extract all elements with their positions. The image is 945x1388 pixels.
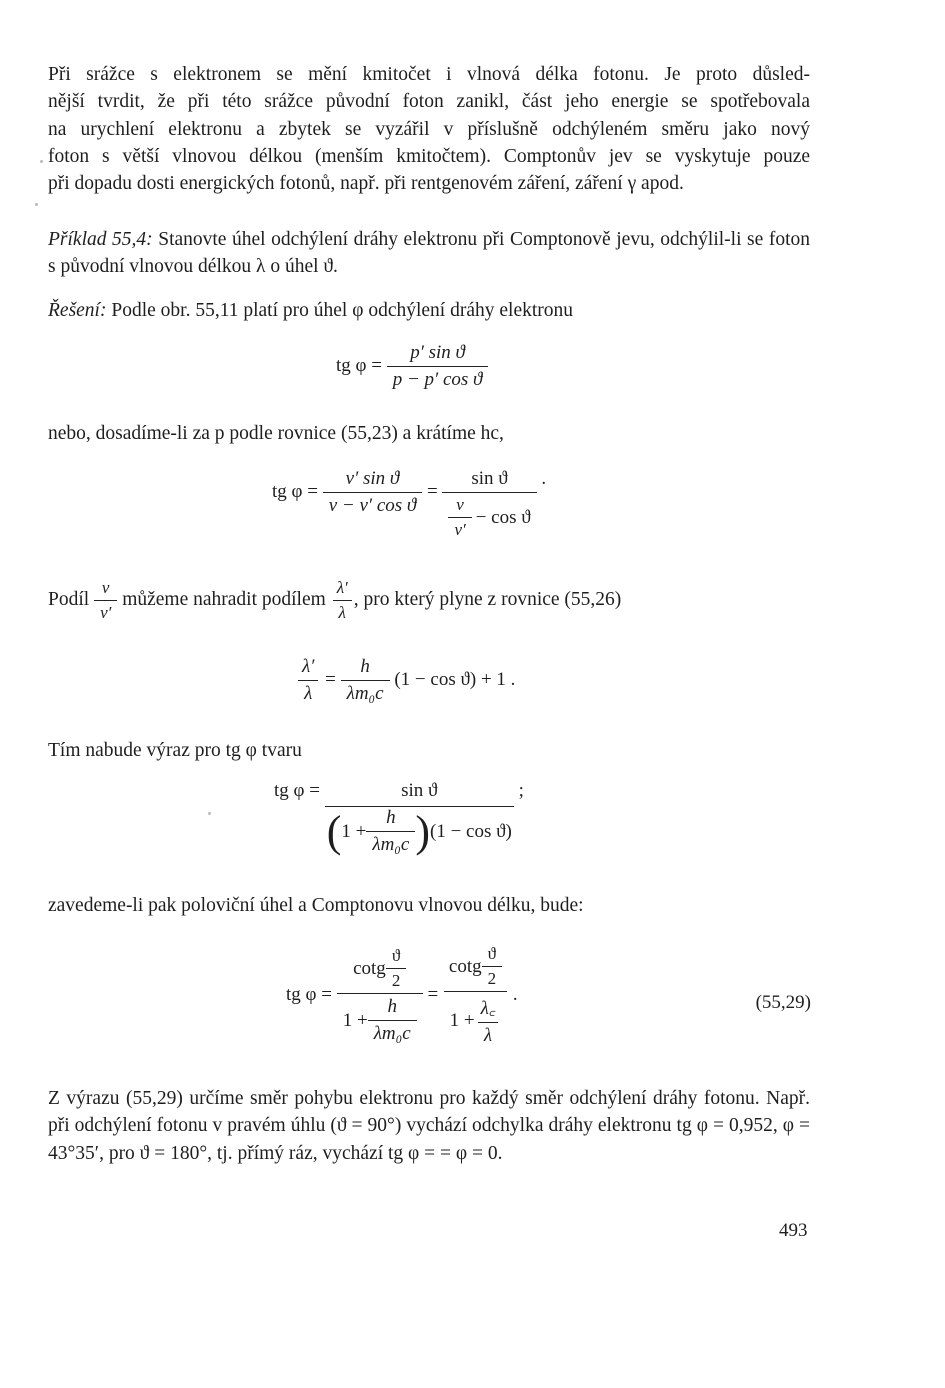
eq4-one-plus: 1 + bbox=[341, 820, 367, 842]
eq5-two-2: 2 bbox=[482, 966, 503, 989]
eq5-one-plus-2: 1 + bbox=[449, 1009, 475, 1031]
equation-tg-phi-momentum bbox=[336, 342, 488, 391]
eq5-fraction-2 bbox=[443, 944, 508, 1047]
eq5-theta: ϑ bbox=[391, 946, 401, 965]
eq2-lhs: tg φ = bbox=[272, 480, 318, 502]
eq5-one-plus: 1 + bbox=[342, 1009, 368, 1031]
intro-line: nější tvrdit, že při této srážce původní foton zanikl, část jeho energie se spotřebovala bbox=[48, 91, 810, 113]
equation-tg-phi-compton bbox=[274, 780, 524, 856]
eq5-den-1 bbox=[337, 993, 423, 1045]
eq1-lhs: tg φ = bbox=[336, 354, 382, 376]
eq3-lhs-fraction bbox=[296, 656, 320, 705]
solution-paragraph bbox=[48, 297, 810, 324]
intro-line: foton s větší vlnovou délkou (menším kmitočtem). Comptonův jev se vyskytuje pouze bbox=[48, 145, 810, 167]
eq5-hden: λm₀c bbox=[368, 1020, 417, 1045]
eq3-fraction bbox=[341, 656, 390, 705]
eq5-theta-2: ϑ bbox=[487, 944, 497, 963]
eq2-inner-fraction bbox=[448, 495, 471, 540]
eq5-end: . bbox=[512, 983, 518, 1005]
podil-f1-den: ν′ bbox=[94, 600, 117, 623]
eq5-lhs: tg φ = bbox=[286, 983, 332, 1005]
eq4-h: h bbox=[386, 807, 396, 828]
eq3-lhs-den: λ bbox=[298, 680, 318, 705]
podil-f2-num: λ′ bbox=[336, 578, 348, 597]
eq4-hden: λm₀c bbox=[366, 831, 415, 856]
equation-55-29 bbox=[286, 944, 518, 1047]
podil-f1-num: ν bbox=[101, 578, 110, 597]
solution-label: Řešení: bbox=[48, 300, 107, 321]
eq4-numerator: sin ϑ bbox=[401, 780, 438, 801]
eq4-fraction bbox=[325, 780, 514, 856]
equation-number: (55,29) bbox=[755, 992, 811, 1013]
podil-fraction-1 bbox=[94, 578, 117, 623]
speck bbox=[35, 203, 38, 206]
solution-text: Podle obr. 55,11 platí pro úhel φ odchýlení dráhy elektronu bbox=[106, 300, 574, 321]
equation-tg-phi-frequency bbox=[272, 468, 546, 540]
podil-fraction-2 bbox=[331, 578, 354, 623]
eq5-lam: λ bbox=[478, 1022, 498, 1047]
eq1-denominator: p − p′ cos ϑ bbox=[387, 366, 489, 391]
eq3-lhs-num: λ′ bbox=[302, 656, 315, 677]
example-paragraph bbox=[48, 226, 810, 281]
eq2-fraction-2 bbox=[442, 468, 536, 540]
podil-text-b: můžeme nahradit podílem bbox=[122, 588, 326, 610]
eq2-end: . bbox=[541, 468, 547, 489]
eq3-rest: (1 − cos ϑ) + 1 . bbox=[394, 668, 516, 690]
eq5-num-1 bbox=[347, 946, 412, 993]
eq2-equals: = bbox=[426, 480, 438, 502]
eq5-h: h bbox=[387, 996, 397, 1017]
eq5-cotg-2: cotg bbox=[448, 955, 482, 977]
eq4-denominator bbox=[325, 806, 514, 856]
intro-line: Při srážce s elektronem se mění kmitočet i vlnová délka fotonu. Je proto důsled- bbox=[48, 64, 810, 85]
text-tim: Tím nabude výraz pro tg φ tvaru bbox=[48, 740, 302, 761]
example-text: Stanovte úhel odchýlení dráhy elektronu při Comptonově jevu, odchýlil-li se foton s původní vlnovou délkou λ o úhel ϑ. bbox=[48, 229, 811, 278]
eq2-denominator-1: ν − ν′ cos ϑ bbox=[323, 492, 423, 517]
eq5-lc: λ꜀ bbox=[480, 998, 496, 1019]
podil-line bbox=[48, 578, 621, 623]
eq2-inner-den: ν′ bbox=[448, 517, 471, 540]
eq5-half-angle-2 bbox=[482, 944, 503, 989]
speck bbox=[208, 812, 211, 815]
text-zavedeme: zavedeme-li pak poloviční úhel a Comptonovu vlnovou délku, bude: bbox=[48, 895, 584, 916]
eq5-lc-fraction bbox=[475, 994, 502, 1047]
eq3-den: λm₀c bbox=[341, 680, 390, 705]
equation-lambda-ratio bbox=[296, 656, 515, 705]
eq2-fraction-1 bbox=[323, 468, 423, 517]
eq1-numerator: p′ sin ϑ bbox=[410, 342, 465, 363]
eq4-left-paren: ( bbox=[326, 806, 342, 856]
eq5-h-fraction bbox=[368, 996, 417, 1045]
podil-text-a: Podíl bbox=[48, 588, 90, 610]
eq4-end: ; bbox=[518, 780, 524, 801]
eq2-denominator-2 bbox=[442, 492, 536, 540]
eq4-lhs: tg φ = bbox=[274, 780, 320, 801]
final-paragraph: Z výrazu (55,29) určíme směr pohybu elektronu pro každý směr odchýlení dráhy fotonu. Např. při odchýlení fotonu v pravém úhlu (ϑ = 90°) vychází odchylka dráhy elektronu tg φ = 0,952, φ = 43°35′, pro ϑ = 180°, tj. přímý ráz, vychází tg φ = = φ = 0. bbox=[48, 1088, 810, 1164]
intro-line: při dopadu dosti energických fotonů, např. při rentgenovém záření, záření γ apod. bbox=[48, 173, 684, 195]
speck bbox=[40, 160, 43, 163]
intro-line: na urychlení elektronu a zbytek se vyzářil v příslušně odchýleném směru jako nový bbox=[48, 118, 810, 140]
eq5-fraction-1 bbox=[337, 946, 423, 1045]
eq5-equals: = bbox=[427, 983, 439, 1005]
eq5-num-2 bbox=[443, 944, 508, 991]
eq4-right-paren: ) bbox=[415, 806, 430, 856]
eq4-rest: (1 − cos ϑ) bbox=[430, 820, 512, 842]
eq5-cotg: cotg bbox=[353, 957, 386, 979]
eq2-inner-num: ν bbox=[456, 495, 464, 514]
eq3-equals: = bbox=[325, 668, 336, 690]
eq5-den-2 bbox=[444, 991, 508, 1047]
podil-text-c: , pro který plyne z rovnice (55,26) bbox=[353, 588, 622, 610]
eq2-numerator-1: ν′ sin ϑ bbox=[345, 468, 400, 489]
eq1-fraction bbox=[387, 342, 489, 391]
eq2-den-rest: − cos ϑ bbox=[475, 506, 531, 528]
eq4-inner-fraction bbox=[366, 807, 415, 856]
example-label: Příklad 55,4: bbox=[48, 229, 153, 250]
podil-f2-den: λ bbox=[333, 600, 352, 623]
eq3-h: h bbox=[360, 656, 370, 677]
eq5-half-angle bbox=[386, 946, 407, 991]
text-after-eq1: nebo, dosadíme-li za p podle rovnice (55,23) a krátíme hc, bbox=[48, 423, 504, 444]
eq2-numerator-2: sin ϑ bbox=[471, 468, 508, 489]
eq5-two: 2 bbox=[386, 968, 407, 991]
page-number: 493 bbox=[779, 1220, 808, 1241]
intro-paragraph bbox=[48, 61, 810, 197]
